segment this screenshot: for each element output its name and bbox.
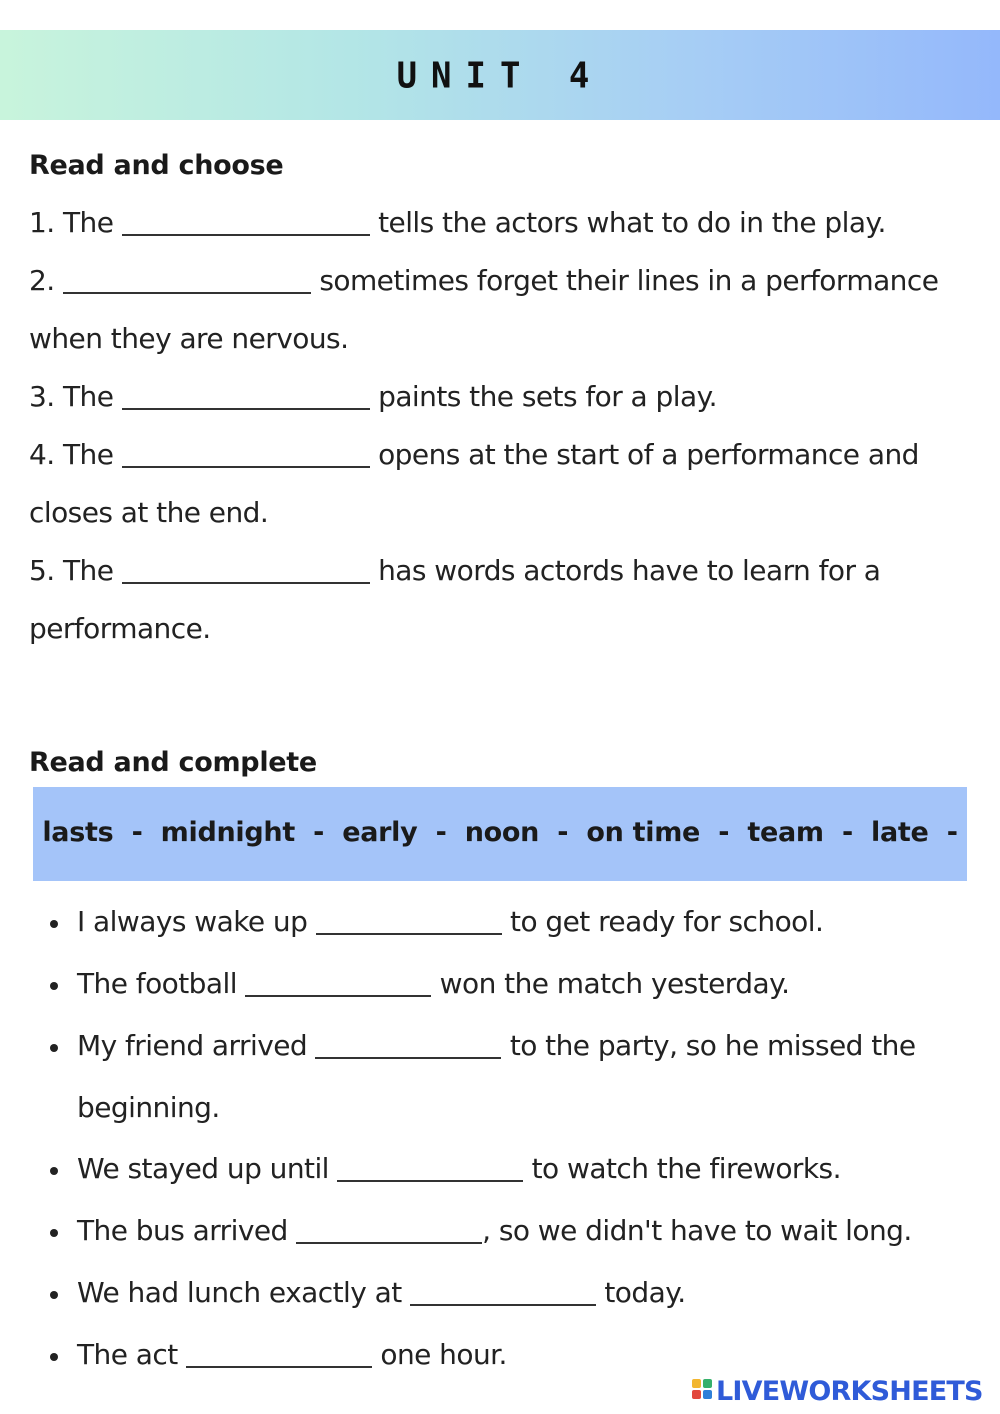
bullet-icon [50, 1229, 58, 1237]
bullet-icon [50, 1353, 58, 1361]
sentence-text-before: The act [77, 1338, 187, 1371]
question-text-after: opens at the start of a performance and [369, 438, 919, 471]
word-bank-text: lasts - midnight - early - noon - on time - team - late - [42, 817, 958, 848]
section-heading-read-and-choose: Read and choose [29, 150, 284, 181]
sentence-text-after: won the match yesterday. [431, 967, 790, 1000]
sentence-6 [77, 1276, 686, 1309]
logo-text: LIVEWORKSHEETS [716, 1375, 983, 1407]
answer-blank[interactable] [122, 406, 370, 410]
question-text-after: tells the actors what to do in the play. [369, 206, 886, 239]
sentence-text-before: We stayed up until [77, 1152, 338, 1185]
answer-blank[interactable] [316, 931, 502, 935]
question-text-after: sometimes forget their lines in a performance [310, 264, 939, 297]
bullet-icon [50, 920, 58, 928]
answer-blank[interactable] [410, 1302, 596, 1306]
question-4 [29, 438, 919, 471]
sentence-text-before: The bus arrived [77, 1214, 297, 1247]
question-text-before: 3. The [29, 380, 122, 413]
bullet-icon [50, 1167, 58, 1175]
answer-blank[interactable] [296, 1240, 482, 1244]
question-text-before: 1. The [29, 206, 122, 239]
sentence-1 [77, 905, 823, 938]
sentence-text-after: to watch the fireworks. [523, 1152, 841, 1185]
sentence-3 [77, 1029, 916, 1062]
question-text-before: 5. The [29, 554, 122, 587]
question-text-before: 2. [29, 264, 63, 297]
section-heading-read-and-complete: Read and complete [29, 747, 317, 778]
word-bank [33, 787, 967, 881]
answer-blank[interactable] [122, 464, 370, 468]
answer-blank[interactable] [315, 1055, 501, 1059]
answer-blank[interactable] [63, 290, 311, 294]
sentence-text-before: The football [77, 967, 246, 1000]
sentence-text-after: one hour. [372, 1338, 507, 1371]
sentence-text-before: My friend arrived [77, 1029, 316, 1062]
liveworksheets-logo-icon [692, 1377, 714, 1405]
question-3 [29, 380, 717, 413]
answer-blank[interactable] [122, 580, 370, 584]
question-text-before: 4. The [29, 438, 122, 471]
question-2 [29, 264, 938, 297]
liveworksheets-logo[interactable] [692, 1374, 983, 1408]
answer-blank[interactable] [186, 1364, 372, 1368]
answer-blank[interactable] [245, 993, 431, 997]
sentence-text-after: , so we didn't have to wait long. [482, 1214, 912, 1247]
sentence-text-after: to get ready for school. [501, 905, 824, 938]
bullet-icon [50, 1044, 58, 1052]
sentence-2 [77, 967, 789, 1000]
question-4-continuation: closes at the end. [29, 496, 269, 529]
sentence-4 [77, 1152, 841, 1185]
question-5 [29, 554, 880, 587]
sentence-text-before: I always wake up [77, 905, 316, 938]
bullet-icon [50, 982, 58, 990]
sentence-3-continuation: beginning. [77, 1091, 220, 1124]
sentence-text-after: today. [596, 1276, 686, 1309]
bullet-icon [50, 1291, 58, 1299]
question-text-after: paints the sets for a play. [369, 380, 717, 413]
page-title: UNIT 4 [396, 55, 604, 97]
question-2-continuation: when they are nervous. [29, 322, 349, 355]
sentence-7 [77, 1338, 507, 1371]
question-text-after: has words actords have to learn for a [369, 554, 881, 587]
question-1 [29, 206, 886, 239]
sentence-5 [77, 1214, 912, 1247]
sentence-text-before: We had lunch exactly at [77, 1276, 410, 1309]
question-5-continuation: performance. [29, 612, 211, 645]
sentence-text-after: to the party, so he missed the [501, 1029, 916, 1062]
answer-blank[interactable] [122, 232, 370, 236]
answer-blank[interactable] [337, 1178, 523, 1182]
